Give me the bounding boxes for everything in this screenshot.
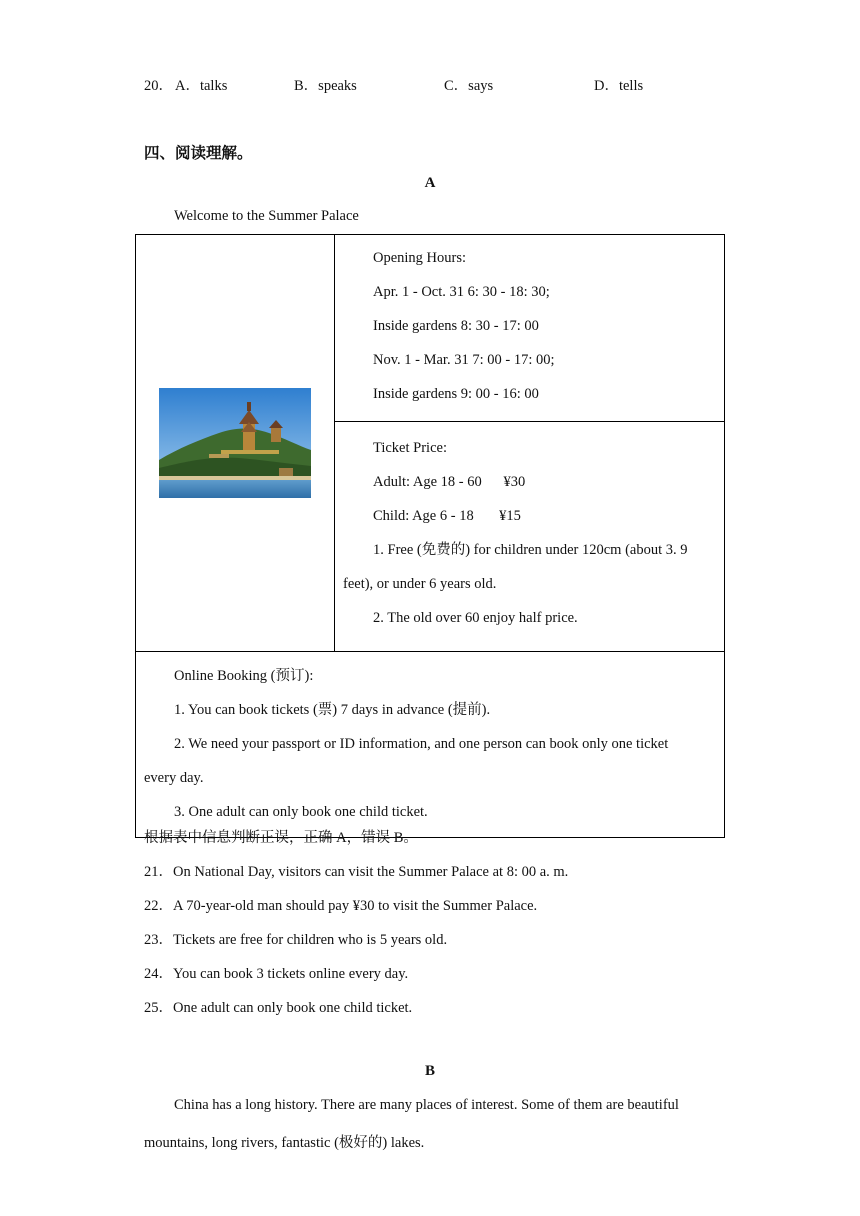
booking-rule: 3. One adult can only book one child ticket. xyxy=(174,804,428,820)
question-25: 25．One adult can only book one child ticket. xyxy=(144,1000,413,1016)
option-d[interactable]: D．tells xyxy=(594,78,644,94)
option-b[interactable]: B．speaks xyxy=(294,78,357,94)
booking-rule-cont: every day. xyxy=(144,770,204,786)
instruction: 根据表中信息判断正误，正确 A，错误 B。 xyxy=(144,830,418,846)
section-title: 四、阅读理解。 xyxy=(144,145,253,162)
online-booking-cell xyxy=(136,652,725,838)
adult-price: Adult: Age 18 - 60 ¥30 xyxy=(373,474,526,490)
question-20 xyxy=(144,74,173,95)
photo-cell xyxy=(136,235,335,652)
question-21: 21．On National Day, visitors can visit the Summer Palace at 8: 00 a. m. xyxy=(144,864,569,880)
hours-line: Inside gardens 9: 00 - 16: 00 xyxy=(373,386,539,402)
passage-b-line: mountains, long rivers, fantastic (极好的) lakes. xyxy=(144,1135,425,1151)
senior-note: 2. The old over 60 enjoy half price. xyxy=(373,610,578,626)
hours-line: Nov. 1 - Mar. 31 7: 00 - 17: 00; xyxy=(373,352,555,368)
question-22: 22．A 70-year-old man should pay ¥30 to visit the Summer Palace. xyxy=(144,898,538,914)
price-title: Ticket Price: xyxy=(373,440,447,456)
hours-title: Opening Hours: xyxy=(373,250,467,266)
summer-palace-photo xyxy=(159,388,311,498)
passage-a-heading: A xyxy=(424,175,436,191)
question-23: 23．Tickets are free for children who is 5 years old. xyxy=(144,932,448,948)
question-number: 20． xyxy=(144,78,173,94)
question-24: 24．You can book 3 tickets online every day. xyxy=(144,966,409,982)
notice-intro: Welcome to the Summer Palace xyxy=(174,208,359,224)
ticket-price-cell xyxy=(335,422,725,652)
booking-title: Online Booking (预订): xyxy=(174,668,314,684)
option-a[interactable]: A．talks xyxy=(175,78,228,94)
booking-rule: 1. You can book tickets (票) 7 days in advance (提前). xyxy=(174,702,491,718)
child-price: Child: Age 6 - 18 ¥15 xyxy=(373,508,521,524)
free-note-cont: feet), or under 6 years old. xyxy=(343,576,497,592)
hours-line: Inside gardens 8: 30 - 17: 00 xyxy=(373,318,539,334)
passage-b-line: China has a long history. There are many places of interest. Some of them are beautiful xyxy=(174,1097,679,1113)
option-c[interactable]: C．says xyxy=(444,78,494,94)
booking-rule: 2. We need your passport or ID information, and one person can book only one ticket xyxy=(174,736,669,752)
hours-line: Apr. 1 - Oct. 31 6: 30 - 18: 30; xyxy=(373,284,550,300)
free-note: 1. Free (免费的) for children under 120cm (about 3. 9 xyxy=(373,542,688,558)
opening-hours-cell xyxy=(335,235,725,422)
notice-table xyxy=(135,234,725,838)
passage-b-heading: B xyxy=(424,1063,435,1079)
